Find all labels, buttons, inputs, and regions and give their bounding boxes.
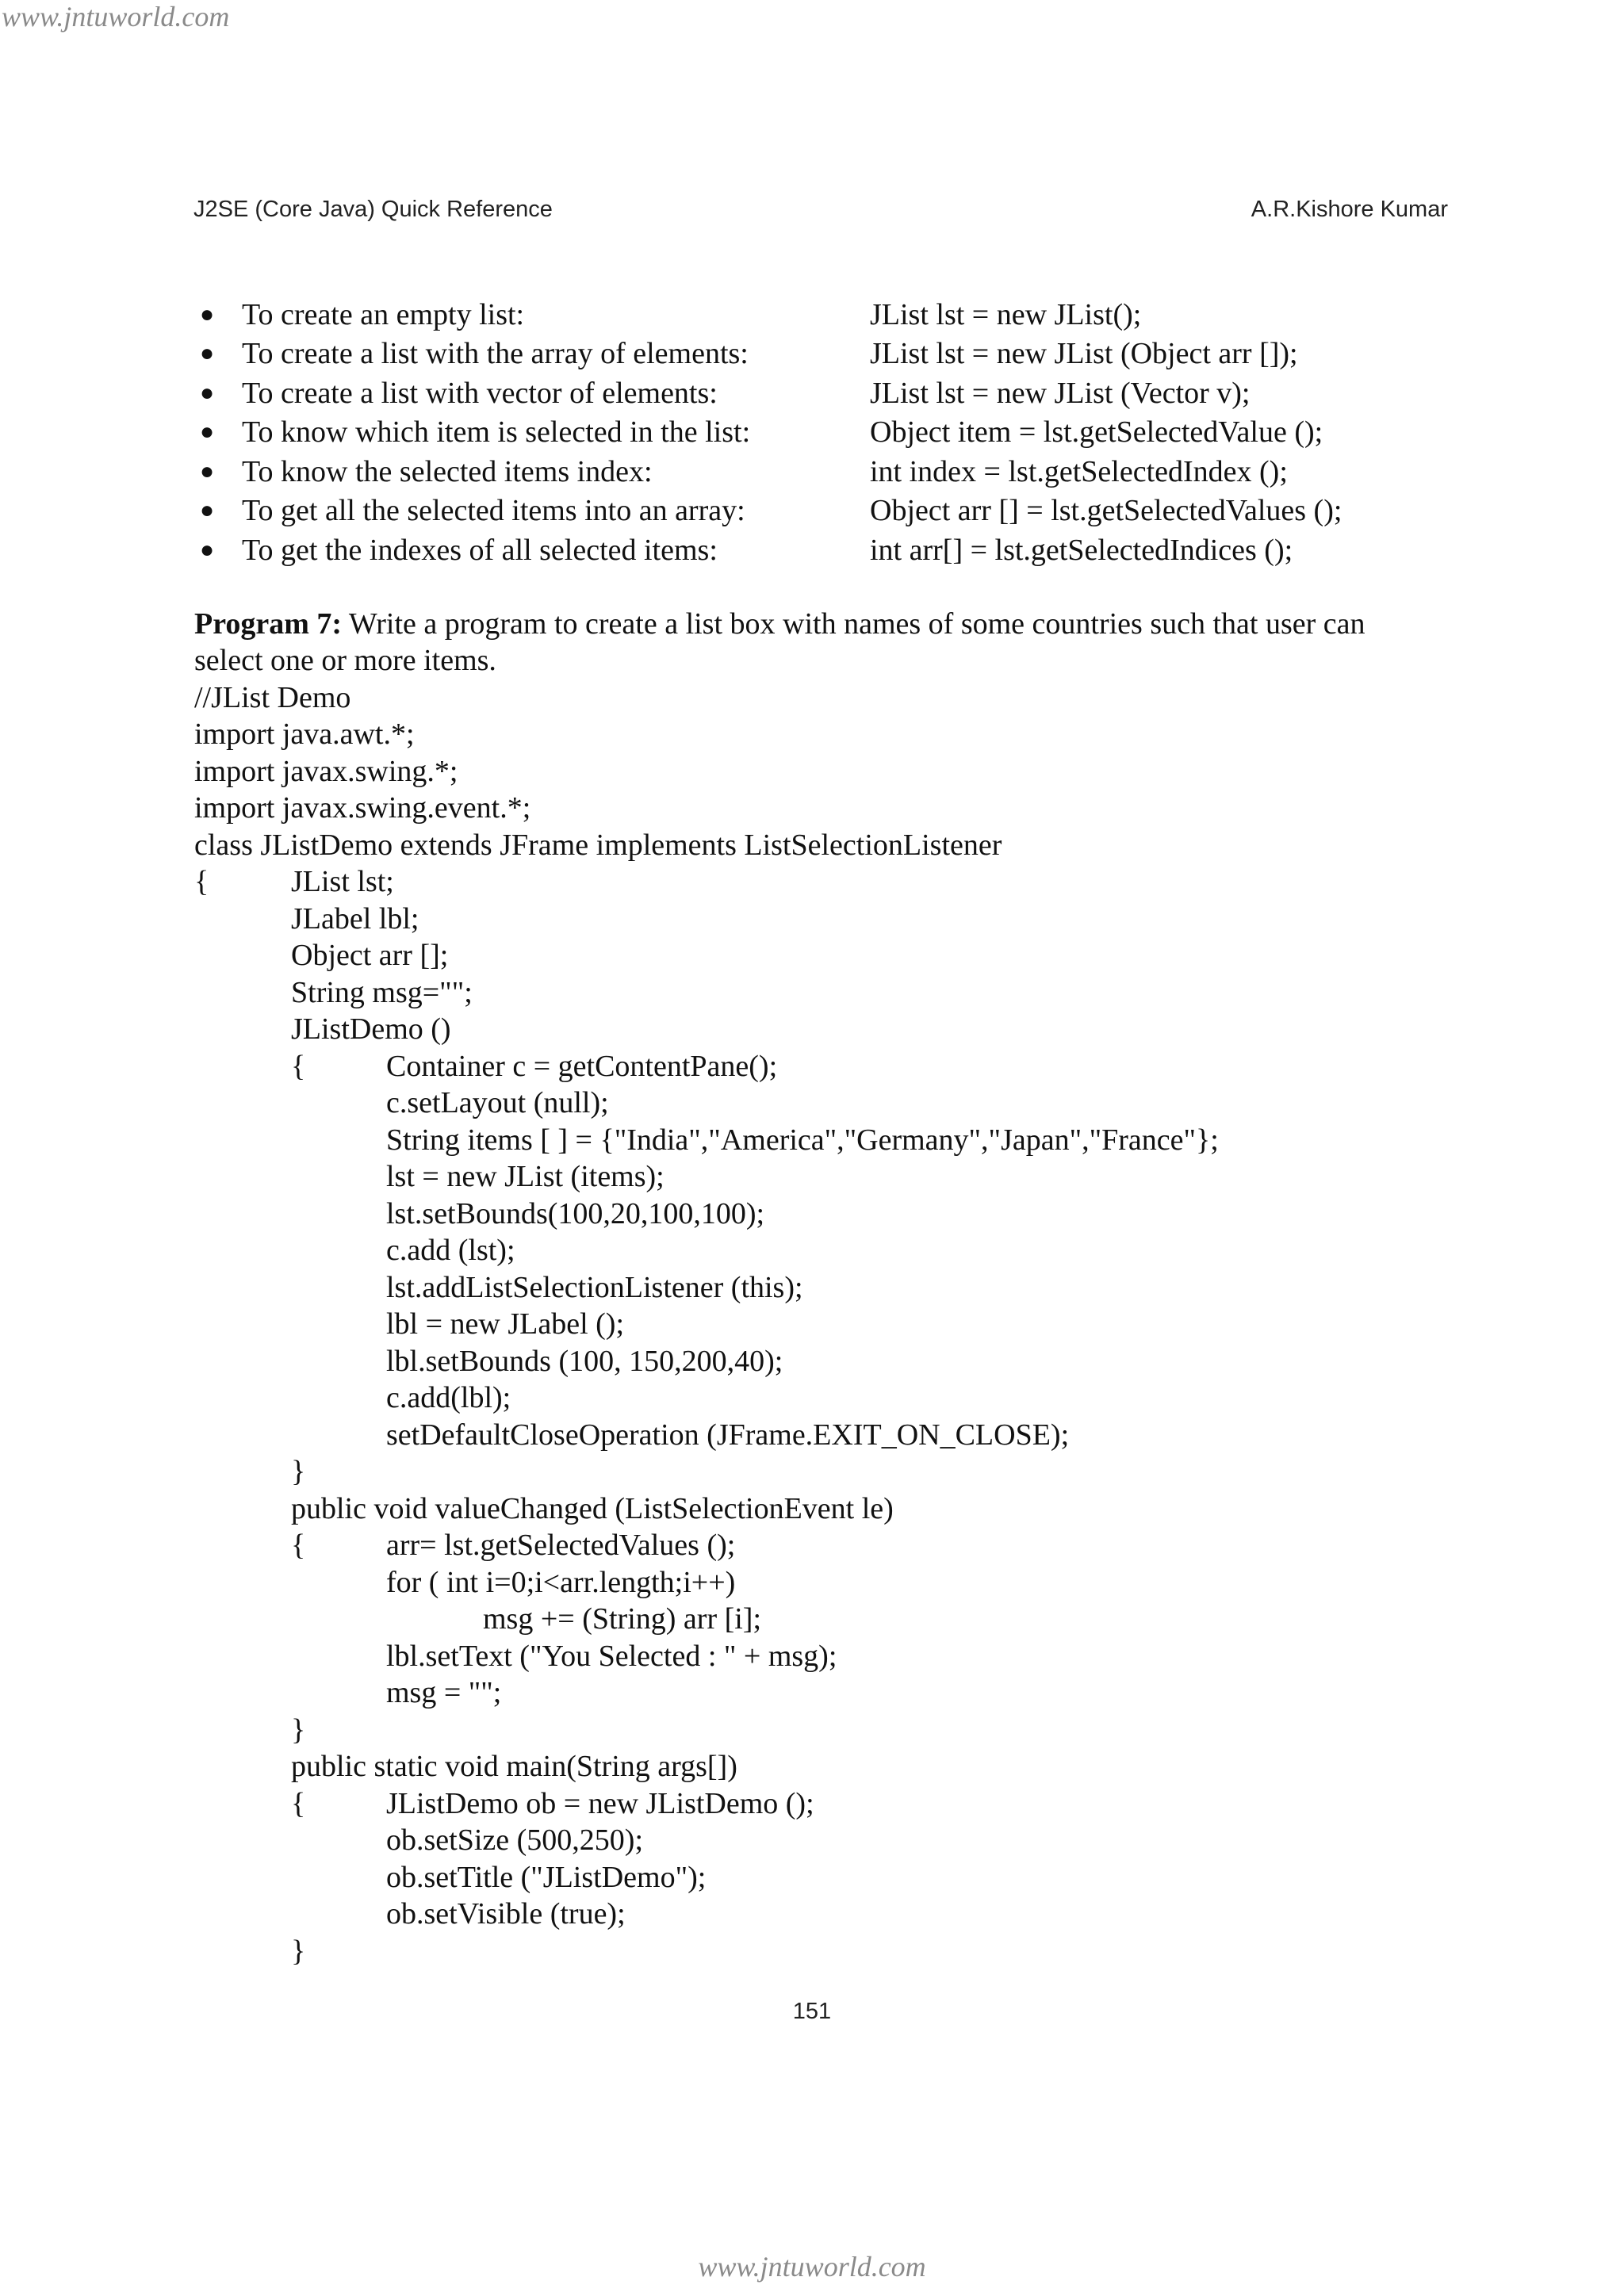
- page-number: 151: [792, 1999, 832, 2024]
- bullet-icon: ●: [200, 340, 215, 366]
- bullet-desc: To create a list with vector of elements:: [242, 377, 718, 410]
- open-brace: {: [291, 1529, 306, 1562]
- code-line: import javax.swing.*;: [194, 755, 458, 788]
- code-line: ob.setSize (500,250);: [386, 1823, 644, 1857]
- header-title: J2SE (Core Java) Quick Reference: [193, 197, 553, 222]
- bullet-icon: ●: [200, 497, 215, 523]
- close-brace: }: [291, 1934, 306, 1968]
- bullet-icon: ●: [200, 458, 215, 484]
- watermark-bottom: www.jntuworld.com: [698, 2251, 926, 2283]
- bullet-icon: ●: [200, 419, 215, 445]
- code-line: c.add (lst);: [386, 1234, 515, 1267]
- bullet-code: JList lst = new JList (Vector v);: [870, 377, 1251, 410]
- code-line: lst = new JList (items);: [386, 1160, 665, 1193]
- bullet-desc: To create an empty list:: [242, 298, 525, 331]
- program-desc-line-2: select one or more items.: [194, 644, 496, 677]
- code-line: JLabel lbl;: [291, 902, 419, 936]
- close-brace: }: [291, 1713, 306, 1747]
- bullet-icon: ●: [200, 301, 215, 327]
- close-brace: }: [291, 1455, 306, 1488]
- bullet-desc: To know the selected items index:: [242, 455, 653, 488]
- code-line: msg += (String) arr [i];: [483, 1602, 762, 1636]
- code-line: msg = "";: [386, 1676, 502, 1709]
- code-line: for ( int i=0;i<arr.length;i++): [386, 1566, 736, 1599]
- bullet-desc: To get the indexes of all selected items:: [242, 534, 718, 567]
- watermark-top: www.jntuworld.com: [2, 1, 230, 33]
- code-line: ob.setTitle ("JListDemo");: [386, 1861, 707, 1894]
- code-line: class JListDemo extends JFrame implements ListSelectionListener: [194, 828, 1002, 862]
- code-line: c.setLayout (null);: [386, 1086, 609, 1119]
- bullet-code: Object item = lst.getSelectedValue ();: [870, 415, 1323, 449]
- code-line: ob.setVisible (true);: [386, 1897, 626, 1931]
- code-line: lbl.setText ("You Selected : " + msg);: [386, 1640, 837, 1673]
- bullet-icon: ●: [200, 537, 215, 563]
- code-line: c.add(lbl);: [386, 1381, 511, 1414]
- bullet-desc: To create a list with the array of elements:: [242, 337, 749, 370]
- code-line: public static void main(String args[]): [291, 1750, 737, 1783]
- program-description: [194, 606, 1365, 642]
- code-line: lst.setBounds(100,20,100,100);: [386, 1197, 765, 1230]
- code-line: lbl.setBounds (100, 150,200,40);: [386, 1345, 783, 1378]
- open-brace: {: [291, 1787, 306, 1820]
- code-line: public void valueChanged (ListSelectionEvent le): [291, 1492, 894, 1525]
- program-desc-line-1: Write a program to create a list box with names of some countries such that user can: [342, 607, 1365, 641]
- code-line: Container c = getContentPane();: [386, 1050, 778, 1083]
- code-line: lst.addListSelectionListener (this);: [386, 1271, 803, 1304]
- bullet-code: Object arr [] = lst.getSelectedValues ();: [870, 494, 1342, 527]
- code-line: String items [ ] = {"India","America","Germany","Japan","France"};: [386, 1123, 1219, 1157]
- code-line: JListDemo ob = new JListDemo ();: [386, 1787, 814, 1820]
- bullet-desc: To know which item is selected in the list:: [242, 415, 751, 449]
- header-author: A.R.Kishore Kumar: [1251, 197, 1448, 222]
- code-line: Object arr [];: [291, 939, 449, 972]
- code-line: //JList Demo: [194, 681, 351, 714]
- code-line: arr= lst.getSelectedValues ();: [386, 1529, 736, 1562]
- code-line: setDefaultCloseOperation (JFrame.EXIT_ON_CLOSE);: [386, 1418, 1070, 1452]
- open-brace: {: [194, 865, 209, 898]
- code-line: import javax.swing.event.*;: [194, 791, 531, 825]
- bullet-code: JList lst = new JList();: [870, 298, 1142, 331]
- code-line: import java.awt.*;: [194, 718, 415, 751]
- bullet-desc: To get all the selected items into an array:: [242, 494, 745, 527]
- bullet-code: JList lst = new JList (Object arr []);: [870, 337, 1298, 370]
- program-label: Program 7:: [194, 607, 343, 641]
- code-line: lbl = new JLabel ();: [386, 1307, 625, 1341]
- bullet-code: int arr[] = lst.getSelectedIndices ();: [870, 534, 1293, 567]
- code-line: String msg="";: [291, 976, 473, 1009]
- open-brace: {: [291, 1050, 306, 1083]
- code-line: JListDemo (): [291, 1012, 451, 1046]
- code-line: JList lst;: [291, 865, 394, 898]
- bullet-icon: ●: [200, 380, 215, 406]
- bullet-code: int index = lst.getSelectedIndex ();: [870, 455, 1288, 488]
